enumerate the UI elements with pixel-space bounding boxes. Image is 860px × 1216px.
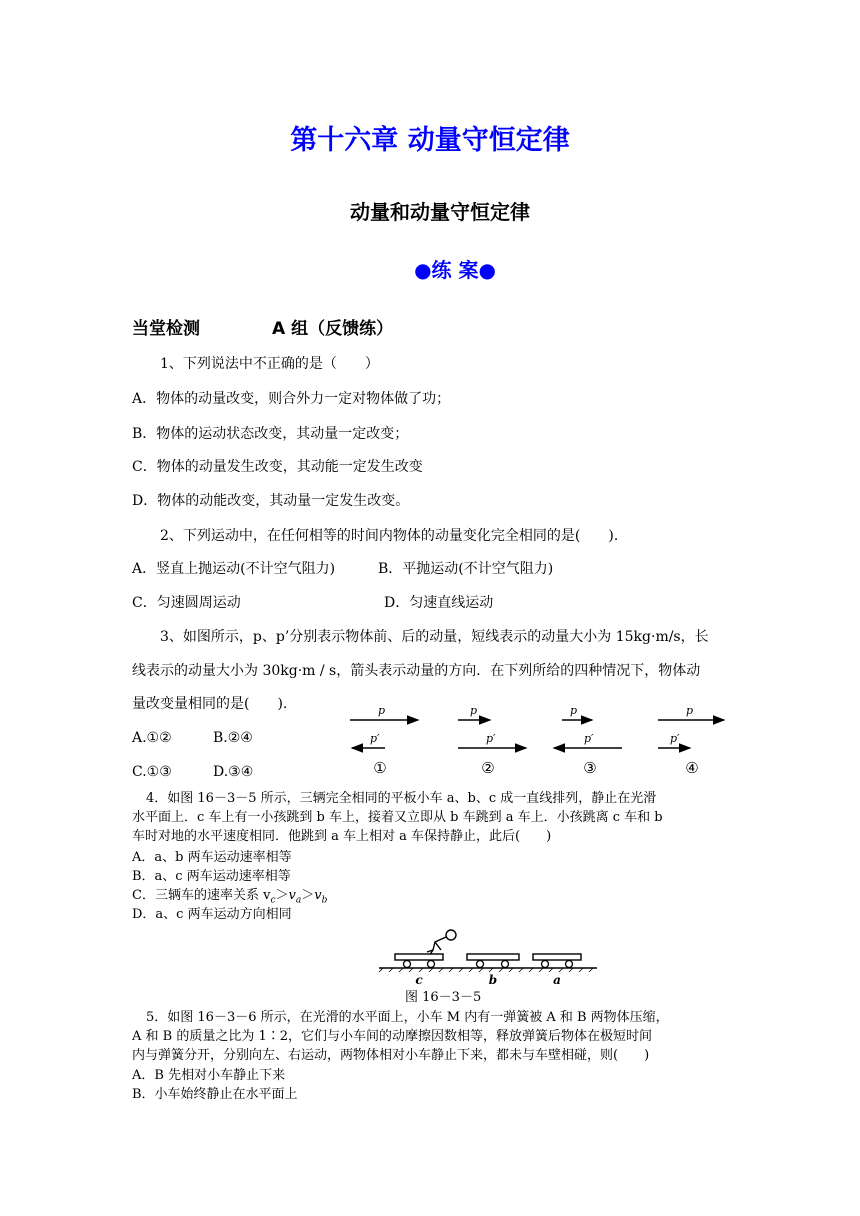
q3-option-b: B.②④ xyxy=(213,730,253,746)
chapter-title: 第十六章 动量守恒定律 xyxy=(290,125,570,156)
q3-option-a: A.①② xyxy=(132,730,172,746)
q5-option-b: B．小车始终静止在水平面上 xyxy=(132,1087,298,1102)
q1-option-d: D．物体的动能改变，其动量一定发生改变。 xyxy=(132,493,410,509)
case3-p-label: p xyxy=(570,704,578,717)
q2-option-c: C．匀速圆周运动 xyxy=(132,595,241,611)
subscript-a: a xyxy=(295,895,302,906)
q5-line-3: 内与弹簧分开，分别向左、右运动，两物体相对小车静止下来，都未与车壁相碰，则( ) xyxy=(132,1048,650,1063)
q3-option-c: C.①③ xyxy=(132,764,172,780)
case-label-4: ④ xyxy=(685,759,699,777)
case2-p-label: p xyxy=(470,704,478,717)
case-label-1: ① xyxy=(373,759,387,777)
section-title: 动量和动量守恒定律 xyxy=(350,200,530,224)
figure-caption: 图 16－3－5 xyxy=(405,990,482,1005)
q5-line-1: 5．如图 16－3－6 所示，在光滑的水平面上，小车 M 内有一弹簧被 A 和 B 两物体压缩， xyxy=(146,1010,669,1025)
q4-line-1: 4．如图 16－3－5 所示，三辆完全相同的平板小车 a、b、c 成一直线排列，静止在光滑 xyxy=(146,791,657,806)
q1-option-b: B．物体的运动状态改变，其动量一定改变； xyxy=(132,426,409,442)
case4-p-label: p xyxy=(686,704,694,717)
cart-label-a: a xyxy=(553,973,561,987)
section-group: A 组（反馈练） xyxy=(272,319,394,339)
case1-pprime-label: p′ xyxy=(370,732,380,745)
q3-line-1: 3、如图所示，p、p’分别表示物体前、后的动量，短线表示的动量大小为 15kg·m/s，长 xyxy=(160,629,709,645)
case2-pprime-label: p′ xyxy=(486,732,496,745)
child-figure xyxy=(427,930,456,956)
q4-line-3: 车时对地的水平速度相同．他跳到 a 车上相对 a 车保持静止，此后( ) xyxy=(132,829,552,844)
case-label-3: ③ xyxy=(583,759,597,777)
q4-line-2: 水平面上．c 车上有一小孩跳到 b 车上，接着又立即从 b 车跳到 a 车上．小孩跳离 c 车和 b xyxy=(132,810,663,825)
q3-line-2: 线表示的动量大小为 30kg·m / s，箭头表示动量的方向．在下列所给的四种情况下，物体动 xyxy=(132,663,701,679)
q3-line-3: 量改变量相同的是( ). xyxy=(132,696,288,712)
three-carts-figure xyxy=(375,924,605,990)
exercise-label: ●练 案● xyxy=(414,258,496,282)
q1-option-a: A．物体的动量改变，则合外力一定对物体做了功； xyxy=(132,391,451,407)
subscript-c: c xyxy=(270,895,276,906)
cart-c xyxy=(395,954,443,968)
cart-b xyxy=(467,954,519,968)
q5-line-2: A 和 B 的质量之比为 1∶2，它们与小车间的动摩擦因数相等，释放弹簧后物体在极短时间 xyxy=(132,1029,653,1044)
q2-option-d: D．匀速直线运动 xyxy=(384,595,494,611)
q4-option-c xyxy=(132,889,327,906)
momentum-arrows-figure xyxy=(340,700,740,780)
q2-option-a: A．竖直上抛运动(不计空气阻力) xyxy=(132,561,336,577)
relation-2: ＞ xyxy=(301,888,315,903)
q1-option-c: C．物体的动量发生改变，其动能一定发生改变 xyxy=(132,459,423,475)
relation-1: ＞ xyxy=(275,888,289,903)
case3-pprime-label: p′ xyxy=(584,732,594,745)
cart-a xyxy=(533,954,581,968)
cart-label-b: b xyxy=(488,973,498,987)
q4-option-b: B．a、c 两车运动速率相等 xyxy=(132,869,291,884)
q3-option-d: D.③④ xyxy=(213,764,254,780)
subscript-b: b xyxy=(321,895,328,906)
case4-pprime-label: p′ xyxy=(670,732,680,745)
cart-label-c: c xyxy=(415,973,423,987)
q5-option-a: A．B 先相对小车静止下来 xyxy=(132,1068,286,1083)
section-name: 当堂检测 xyxy=(132,319,200,339)
case1-p-label: p xyxy=(378,704,386,717)
v-symbol-b: v xyxy=(314,888,322,903)
q1-stem: 1、下列说法中不正确的是（ ） xyxy=(160,356,379,372)
q2-stem: 2、下列运动中，在任何相等的时间内物体的动量变化完全相同的是( )． xyxy=(160,528,628,544)
case-label-2: ② xyxy=(481,759,495,777)
q4-option-c-text: C．三辆车的速率关系 v xyxy=(132,888,271,903)
q4-option-d: D．a、c 两车运动方向相同 xyxy=(132,907,292,922)
v-symbol-a: v xyxy=(288,888,296,903)
q4-option-a: A．a、b 两车运动速率相等 xyxy=(132,850,292,865)
q2-option-b: B．平抛运动(不计空气阻力) xyxy=(378,561,554,577)
